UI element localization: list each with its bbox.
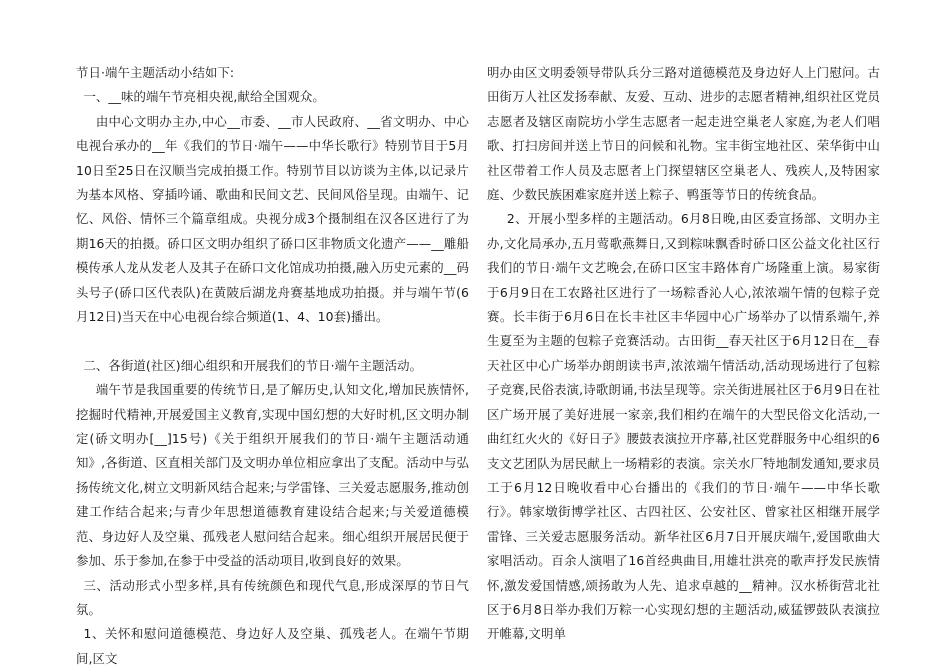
section-heading-3: 三、活动形式小型多样,具有传统颜色和现代气息,形成深厚的节日气氛。 xyxy=(76,577,469,617)
intro-line: 节日·端午主题活动小结如下: xyxy=(76,65,235,80)
section-heading-2: 二、各街道(社区)细心组织和开展我们的节日·端午主题活动。 xyxy=(83,357,423,373)
section-heading-1: 一、__味的端午节亮相央视,献给全国观众。 xyxy=(83,89,325,105)
paragraph-2: 端午节是我国重要的传统节日,是了解历史,认知文化,增加民族情怀,挖掘时代精神,开展爱国主义教育,实现中国幻想的大好时机,区文明办制定(硚文明办[__]15号)《关于组织开展我们的节日·端午主题活动通知》,各街道、区直相关部门及文明办单位相应拿出了支配。活动中与弘扬传统文化,树立文明新风结合起来;与学雷锋、三关爱志愿服务,推动创建工作结合起来;与青少年思想道德教育建设结合起来;与关爱道德模范、身边好人及空巢、孤残老人慰问结合起来。细心组织开展居民便于参加、乐于参加,在参于中受益的活动项目,收到良好的效果。 xyxy=(76,382,469,569)
paragraph-4: 2、开展小型多样的主题活动。6月8日晚,由区委宣扬部、文明办主办,文化局承办,五月莺歌燕舞日,又到粽味飘香时硚口区公益文化社区行我们的节日·端午文艺晚会,在硚口区宝丰路体育广场隆重上演。易家街于6月9日在工农路社区进行了一场粽香沁人心,浓浓端午情的包粽子竞赛。长丰街于6月6日在长丰社区丰华园中心广场举办了以情系端午,养生夏至为主题的包粽子竞赛活动。古田街__春天社区于6月12日在__春天社区中心广场举办朗朗读书声,浓浓端午情活动,活动现场进行了包粽子竞赛,民俗表演,诗歌朗诵,书法呈现等。宗关街进展社区于6月9日在社区广场开展了美好进展一家亲,我们相约在端午的大型民俗文化活动,一曲红红火火的《好日子》腰鼓表演拉开序幕,社区党群服务中心组织的6支文艺团队为居民献上一场精彩的表演。宗关水厂特地制发通知,要求员工于6月12日晚收看中心台播出的《我们的节日·端午——中华长歌行》。韩家墩街博学社区、古四社区、公安社区、曾家社区相继开展学雷锋、三关爱志愿服务活动。新华社区6月7日开展庆端午,爱国歌曲大家唱活动。百余人演唱了16首经典曲目,用雄壮洪亮的歌声抒发民族情怀,激发爱国情感,颂扬敢为人先、追求卓越的__精神。汉水桥街营北社区于6月8日举办我们万粽一心实现幻想的主题活动,威猛锣鼓队表演拉开帷幕,文明单 xyxy=(487,211,880,642)
paragraph-3-start: 1、关怀和慰问道德模范、身边好人及空巢、孤残老人。在端午节期间,区文 xyxy=(76,626,469,666)
left-column xyxy=(76,61,469,671)
paragraph-1: 由中心文明办主办,中心__市委、__市人民政府、__省文明办、中心电视台承办的__年《我们的节日·端午——中华长歌行》特别节目于5月10日至25日在汉顺当完成拍摄工作。特别节目以访谈为主体,以记录片为基本风格、穿插吟诵、歌曲和民间文艺、民间风俗呈现。由端午、记忆、风俗、情怀三个篇章组成。央视分成3个摄制组在汉各区进行了为期16天的拍摄。硚口区文明办组织了硚口区非物质文化遗产——__雕船模传承人龙从发老人及其子在硚口文化馆成功拍摄,融入历史元素的__码头号子(硚口区代表队)在黄陂后湖龙舟赛基地成功拍摄。并与端午节(6月12日)当天在中心电视台综合频道(1、4、10套)播出。 xyxy=(76,113,469,325)
right-column xyxy=(487,61,880,647)
paragraph-3-continued: 明办由区文明委领导带队兵分三路对道德模范及身边好人上门慰问。古田街万人社区发扬奉献、友爱、互动、进步的志愿者精神,组织社区党员志愿者及辖区南院坊小学生志愿者一起走进空巢老人家庭,为老人们唱歌、打扫房间并送上节日的问候和礼物。宝丰街宝地社区、荣华街中山社区带着工作人员及志愿者上门探望辖区空巢老人、残疾人,及特困家庭、少数民族困难家庭并送上粽子、鸭蛋等节日的传统食品。 xyxy=(487,65,880,203)
